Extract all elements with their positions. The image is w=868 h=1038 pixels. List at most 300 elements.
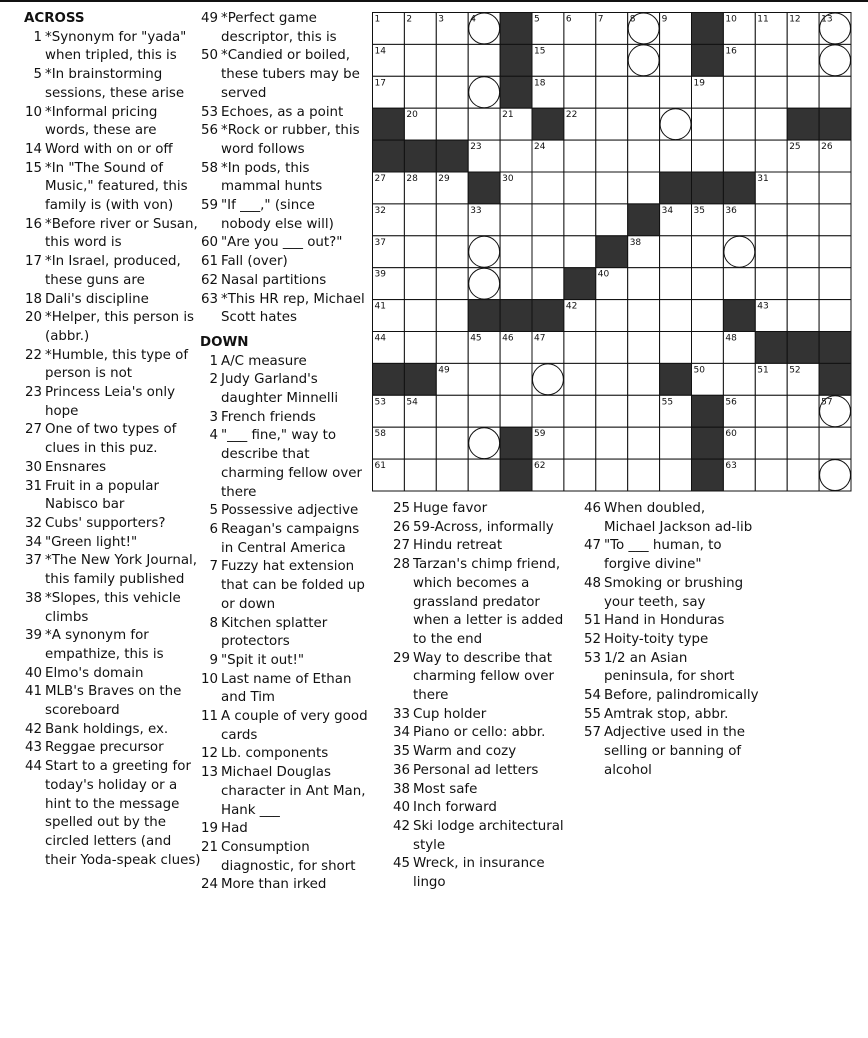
grid-cell[interactable] <box>436 332 468 364</box>
grid-block <box>787 108 819 140</box>
clue-item <box>580 706 760 725</box>
grid-cell[interactable] <box>404 427 436 459</box>
grid-cell[interactable] <box>723 108 755 140</box>
clue-text: *Informal pricing words, these are <box>45 104 158 139</box>
grid-cell[interactable] <box>436 204 468 236</box>
grid-cell[interactable] <box>532 236 564 268</box>
clue-item <box>200 10 368 47</box>
clue-text: Warm and cozy <box>413 744 517 760</box>
grid-cell[interactable] <box>723 140 755 172</box>
clue-text: Kitchen splatter protectors <box>221 615 328 650</box>
clue-text: *In pods, this mammal hunts <box>221 160 323 195</box>
clue-number: 47 <box>583 538 601 554</box>
clue-number: 36 <box>392 762 410 778</box>
clue-item <box>580 500 760 537</box>
clue-item <box>389 743 569 762</box>
clue-item <box>200 502 368 521</box>
clue-text: Bank holdings, ex. <box>45 721 169 737</box>
grid-cell[interactable] <box>436 395 468 427</box>
clue-text: Reagan's campaigns in Central America <box>221 521 360 556</box>
grid-cell[interactable] <box>404 268 436 300</box>
clue-item <box>200 745 368 764</box>
clue-text: Most safe <box>413 781 478 797</box>
grid-cell[interactable] <box>404 236 436 268</box>
clue-text: *Rock or rubber, this word follows <box>221 123 360 157</box>
grid-cell[interactable] <box>468 459 500 491</box>
grid-cell[interactable] <box>628 332 660 364</box>
cell-number: 25 <box>789 142 801 153</box>
grid-cell[interactable] <box>596 395 628 427</box>
grid-cell[interactable] <box>723 363 755 395</box>
grid-cell[interactable] <box>468 44 500 76</box>
clue-number: 45 <box>392 856 410 872</box>
clue-item <box>24 721 202 740</box>
clue-text: *In "The Sound of Music," featured, this family is (with von) <box>45 160 188 214</box>
clue-item <box>389 855 569 892</box>
clue-text: Wreck, in insurance lingo <box>413 856 545 891</box>
clue-text: Last name of Ethan and Tim <box>221 671 352 706</box>
clue-text: Start to a greeting for today's holiday or a hint to the message spelled out by the circled letters (and their Yoda-speak clues) <box>45 759 201 868</box>
clue-text: Cup holder <box>413 706 487 722</box>
clue-text: *In Israel, produced, these guns are <box>45 254 181 288</box>
clue-item <box>200 615 368 652</box>
grid-cell[interactable] <box>692 300 724 332</box>
grid-cell[interactable] <box>596 140 628 172</box>
grid-cell[interactable] <box>564 172 596 204</box>
clue-item <box>24 141 202 160</box>
grid-cell[interactable] <box>755 108 787 140</box>
clue-text: Lb. components <box>221 746 329 762</box>
clue-number: 28 <box>392 557 410 573</box>
clue-item <box>389 537 569 556</box>
grid-cell[interactable] <box>500 236 532 268</box>
cell-number: 60 <box>725 429 737 440</box>
grid-cell[interactable] <box>596 204 628 236</box>
clue-item <box>24 253 202 290</box>
grid-cell[interactable] <box>404 76 436 108</box>
grid-cell[interactable] <box>628 268 660 300</box>
cell-number: 12 <box>789 14 801 25</box>
grid-cell[interactable] <box>819 268 851 300</box>
grid-cell[interactable] <box>500 140 532 172</box>
grid-cell[interactable] <box>564 236 596 268</box>
grid-cell[interactable] <box>628 76 660 108</box>
grid-cell[interactable] <box>596 427 628 459</box>
clue-item <box>200 253 368 272</box>
clue-text: *Candied or boiled, these tubers may be served <box>221 48 360 101</box>
clue-text: Echoes, as a point <box>221 104 344 120</box>
clue-text: Michael Douglas character in Ant Man, Hank ___ <box>221 765 366 818</box>
grid-block <box>692 395 724 427</box>
clue-item <box>580 687 760 706</box>
clue-text: "To ___ human, to forgive divine" <box>604 538 722 573</box>
cell-number: 54 <box>406 397 418 408</box>
clue-number: 63 <box>200 291 218 307</box>
grid-cell[interactable] <box>819 204 851 236</box>
clue-number: 43 <box>24 740 42 756</box>
cell-number: 31 <box>757 174 769 184</box>
clue-number: 38 <box>24 590 42 606</box>
grid-cell[interactable] <box>468 395 500 427</box>
grid-cell[interactable] <box>660 459 692 491</box>
clue-text: *Before river or Susan, this word is <box>45 216 198 251</box>
clue-number: 4 <box>209 428 218 444</box>
grid-cell[interactable] <box>596 172 628 204</box>
cell-number: 33 <box>470 205 482 216</box>
grid-cell[interactable] <box>692 236 724 268</box>
grid-cell[interactable] <box>755 459 787 491</box>
clue-item <box>580 650 760 687</box>
clue-number: 39 <box>24 628 42 644</box>
grid-cell[interactable] <box>436 300 468 332</box>
grid-cell[interactable] <box>404 459 436 491</box>
grid-cell[interactable] <box>596 44 628 76</box>
clue-number: 25 <box>392 501 410 516</box>
clue-number: 10 <box>24 104 42 120</box>
clue-number: 12 <box>200 746 218 762</box>
grid-cell[interactable] <box>532 204 564 236</box>
grid-block <box>500 44 532 76</box>
grid-block <box>628 204 660 236</box>
clue-number: 62 <box>200 272 218 288</box>
grid-cell[interactable] <box>564 363 596 395</box>
grid-cell[interactable] <box>404 44 436 76</box>
clue-text: Smoking or brushing your teeth, say <box>604 575 744 610</box>
grid-cell[interactable] <box>436 268 468 300</box>
clue-item <box>24 309 202 346</box>
grid-block <box>819 332 851 364</box>
clue-text: Hindu retreat <box>413 538 503 554</box>
cell-number: 17 <box>374 78 386 89</box>
grid-cell[interactable] <box>628 172 660 204</box>
clue-item <box>24 421 202 458</box>
grid-cell[interactable] <box>628 108 660 140</box>
grid-cell[interactable] <box>564 140 596 172</box>
clue-number: 24 <box>200 877 218 893</box>
grid-cell[interactable] <box>692 268 724 300</box>
grid-cell[interactable] <box>436 76 468 108</box>
clue-column-3 <box>389 500 569 893</box>
grid-cell[interactable] <box>596 300 628 332</box>
grid-cell[interactable] <box>755 268 787 300</box>
clue-item <box>200 708 368 745</box>
clue-number: 42 <box>24 721 42 737</box>
grid-cell[interactable] <box>532 395 564 427</box>
clue-number: 54 <box>583 688 601 704</box>
grid-cell[interactable] <box>500 204 532 236</box>
grid-cell[interactable] <box>660 236 692 268</box>
grid-cell[interactable] <box>500 363 532 395</box>
grid-cell[interactable] <box>787 236 819 268</box>
grid-cell[interactable] <box>660 427 692 459</box>
cell-number: 35 <box>693 205 705 216</box>
cell-number: 6 <box>565 14 572 25</box>
clue-item <box>24 758 202 870</box>
clue-number: 3 <box>209 409 218 425</box>
clue-text: Adjective used in the selling or banning of alcohol <box>604 725 746 778</box>
grid-block <box>692 172 724 204</box>
grid-cell[interactable] <box>564 76 596 108</box>
cell-number: 46 <box>502 333 514 344</box>
clue-number: 26 <box>392 519 410 535</box>
cell-number: 20 <box>406 110 418 121</box>
clue-text: Before, palindromically <box>604 688 759 704</box>
grid-cell[interactable] <box>787 268 819 300</box>
grid-cell[interactable] <box>564 44 596 76</box>
grid-cell[interactable] <box>596 332 628 364</box>
grid-cell[interactable] <box>500 395 532 427</box>
grid-cell[interactable] <box>755 204 787 236</box>
clue-number: 60 <box>200 235 218 251</box>
clue-text: A/C measure <box>221 353 307 369</box>
grid-cell[interactable] <box>692 140 724 172</box>
clue-number: 5 <box>209 503 218 519</box>
clue-item <box>580 575 760 612</box>
clue-text: One of two types of clues in this puz. <box>45 422 177 457</box>
grid-block <box>373 140 405 172</box>
clue-number: 59 <box>200 198 218 214</box>
clue-number: 21 <box>200 839 218 855</box>
grid-cell[interactable] <box>628 427 660 459</box>
grid-cell[interactable] <box>787 172 819 204</box>
clue-text: Personal ad letters <box>413 762 539 778</box>
clue-text: Ski lodge architectural style <box>413 818 564 853</box>
cell-number: 32 <box>374 205 386 216</box>
clue-number: 32 <box>24 515 42 531</box>
clue-item <box>200 876 368 895</box>
grid-cell[interactable] <box>819 427 851 459</box>
clue-number: 53 <box>583 650 601 666</box>
cell-number: 61 <box>374 461 386 472</box>
cell-number: 1 <box>374 14 381 25</box>
clue-item <box>200 160 368 197</box>
clue-number: 37 <box>24 553 42 569</box>
grid-cell[interactable] <box>787 395 819 427</box>
grid-cell[interactable] <box>436 427 468 459</box>
clue-item <box>24 515 202 534</box>
clue-text: "Are you ___ out?" <box>221 235 343 251</box>
clue-item <box>200 197 368 234</box>
grid-cell[interactable] <box>564 459 596 491</box>
grid-cell[interactable] <box>404 204 436 236</box>
cell-number: 56 <box>725 397 737 408</box>
clue-item <box>200 353 368 372</box>
cell-number: 9 <box>661 14 668 25</box>
clue-number: 14 <box>24 141 42 157</box>
clue-item <box>200 839 368 876</box>
clue-number: 53 <box>200 104 218 120</box>
grid-cell[interactable] <box>787 76 819 108</box>
clue-item <box>200 558 368 614</box>
clue-item <box>200 671 368 708</box>
grid-block <box>500 13 532 45</box>
cell-number: 58 <box>374 429 386 440</box>
grid-cell[interactable] <box>404 300 436 332</box>
clue-text: *Helper, this person is (abbr.) <box>45 310 195 344</box>
grid-cell[interactable] <box>692 108 724 140</box>
grid-cell[interactable] <box>660 76 692 108</box>
clue-item <box>24 534 202 553</box>
cell-number: 59 <box>534 429 546 440</box>
grid-cell[interactable] <box>787 204 819 236</box>
clue-text: When doubled, Michael Jackson ad-lib <box>604 501 753 535</box>
clue-item <box>580 537 760 574</box>
clue-text: Hand in Honduras <box>604 613 725 629</box>
clue-number: 49 <box>200 11 218 26</box>
grid-block <box>723 300 755 332</box>
clue-number: 2 <box>209 372 218 388</box>
grid-block <box>468 300 500 332</box>
clue-text: Dali's discipline <box>45 291 149 307</box>
grid-cell[interactable] <box>404 332 436 364</box>
cell-number: 7 <box>597 14 604 25</box>
clue-item <box>24 216 202 253</box>
clue-item <box>200 291 368 328</box>
grid-cell[interactable] <box>755 44 787 76</box>
grid-cell[interactable] <box>787 427 819 459</box>
grid-cell[interactable] <box>787 44 819 76</box>
grid-cell[interactable] <box>819 76 851 108</box>
grid-block <box>564 268 596 300</box>
clue-number: 56 <box>200 123 218 139</box>
clue-item <box>200 427 368 502</box>
grid-cell[interactable] <box>692 332 724 364</box>
grid-block <box>404 363 436 395</box>
top-rule <box>0 0 868 2</box>
clue-column-4 <box>580 500 760 781</box>
clue-text: Word with on or off <box>45 141 173 157</box>
grid-cell[interactable] <box>723 76 755 108</box>
grid-cell[interactable] <box>468 363 500 395</box>
grid-cell[interactable] <box>755 236 787 268</box>
grid-block <box>500 459 532 491</box>
clue-number: 18 <box>24 291 42 307</box>
grid-block <box>500 427 532 459</box>
grid-cell[interactable] <box>596 108 628 140</box>
grid-cell[interactable] <box>596 363 628 395</box>
clue-number: 27 <box>24 422 42 438</box>
grid-cell[interactable] <box>660 268 692 300</box>
clue-item <box>580 612 760 631</box>
grid-cell[interactable] <box>628 300 660 332</box>
cell-number: 51 <box>757 365 769 376</box>
clue-text: Fall (over) <box>221 254 288 270</box>
cell-number: 13 <box>821 14 833 25</box>
grid-block <box>404 140 436 172</box>
clue-text: Tarzan's chimp friend, which becomes a grassland predator when a letter is added to the end <box>413 557 564 647</box>
grid-cell[interactable] <box>660 44 692 76</box>
grid-cell[interactable] <box>564 332 596 364</box>
grid-cell[interactable] <box>787 300 819 332</box>
cell-number: 34 <box>661 205 674 216</box>
clue-item <box>24 665 202 684</box>
cell-number: 48 <box>725 333 737 344</box>
clue-number: 34 <box>392 725 410 741</box>
grid-cell[interactable] <box>628 140 660 172</box>
grid-block <box>373 363 405 395</box>
cell-number: 23 <box>470 142 482 153</box>
clue-text: Princess Leia's only hope <box>45 385 175 419</box>
grid-cell[interactable] <box>755 427 787 459</box>
clue-number: 17 <box>24 254 42 270</box>
clue-number: 22 <box>24 347 42 363</box>
clue-text: *Slopes, this vehicle climbs <box>45 590 181 625</box>
cell-number: 50 <box>693 365 705 376</box>
grid-cell[interactable] <box>819 172 851 204</box>
grid-block <box>787 332 819 364</box>
clue-number: 48 <box>583 575 601 591</box>
clue-item <box>200 234 368 253</box>
grid-cell[interactable] <box>660 332 692 364</box>
cell-number: 24 <box>534 142 546 153</box>
clue-number: 61 <box>200 254 218 270</box>
clue-item <box>389 799 569 818</box>
clue-item <box>24 160 202 216</box>
grid-cell[interactable] <box>755 140 787 172</box>
clue-number: 51 <box>583 613 601 629</box>
grid-cell[interactable] <box>628 363 660 395</box>
clue-text: *Humble, this type of person is not <box>45 347 189 382</box>
cell-number: 63 <box>725 461 737 472</box>
grid-cell[interactable] <box>532 268 564 300</box>
grid-cell[interactable] <box>436 44 468 76</box>
grid-cell[interactable] <box>468 108 500 140</box>
clue-item <box>200 652 368 671</box>
grid-cell[interactable] <box>500 268 532 300</box>
clue-number: 41 <box>24 684 42 700</box>
grid-block <box>692 427 724 459</box>
grid-cell[interactable] <box>787 459 819 491</box>
grid-cell[interactable] <box>723 268 755 300</box>
clue-number: 34 <box>24 534 42 550</box>
grid-cell[interactable] <box>436 459 468 491</box>
grid-cell[interactable] <box>819 300 851 332</box>
clue-text: Piano or cello: abbr. <box>413 725 546 741</box>
grid-cell[interactable] <box>436 236 468 268</box>
grid-cell[interactable] <box>564 204 596 236</box>
grid-cell[interactable] <box>755 395 787 427</box>
grid-cell[interactable] <box>660 300 692 332</box>
clue-item <box>389 519 569 538</box>
cell-number: 2 <box>406 14 413 25</box>
clue-text: Possessive adjective <box>221 503 359 519</box>
clue-item <box>389 781 569 800</box>
clue-text: "If ___," (since nobody else will) <box>221 198 334 232</box>
clue-number: 58 <box>200 160 218 176</box>
grid-cell[interactable] <box>628 459 660 491</box>
clue-item <box>24 66 202 103</box>
cell-number: 45 <box>470 333 482 344</box>
grid-cell[interactable] <box>819 236 851 268</box>
clue-text: *This HR rep, Michael Scott hates <box>221 291 365 326</box>
grid-cell[interactable] <box>660 140 692 172</box>
grid-cell[interactable] <box>564 427 596 459</box>
clue-text: Way to describe that charming fellow over there <box>413 650 554 704</box>
cell-number: 21 <box>502 110 514 121</box>
grid-cell[interactable] <box>755 76 787 108</box>
cell-number: 49 <box>438 365 450 376</box>
grid-cell[interactable] <box>596 459 628 491</box>
grid-cell[interactable] <box>628 395 660 427</box>
cell-number: 39 <box>374 269 386 280</box>
grid-cell[interactable] <box>436 108 468 140</box>
grid-cell[interactable] <box>532 172 564 204</box>
clue-item <box>580 631 760 650</box>
cell-number: 43 <box>757 301 769 312</box>
clue-number: 55 <box>583 706 601 722</box>
grid-cell[interactable] <box>564 395 596 427</box>
grid-cell[interactable] <box>596 76 628 108</box>
